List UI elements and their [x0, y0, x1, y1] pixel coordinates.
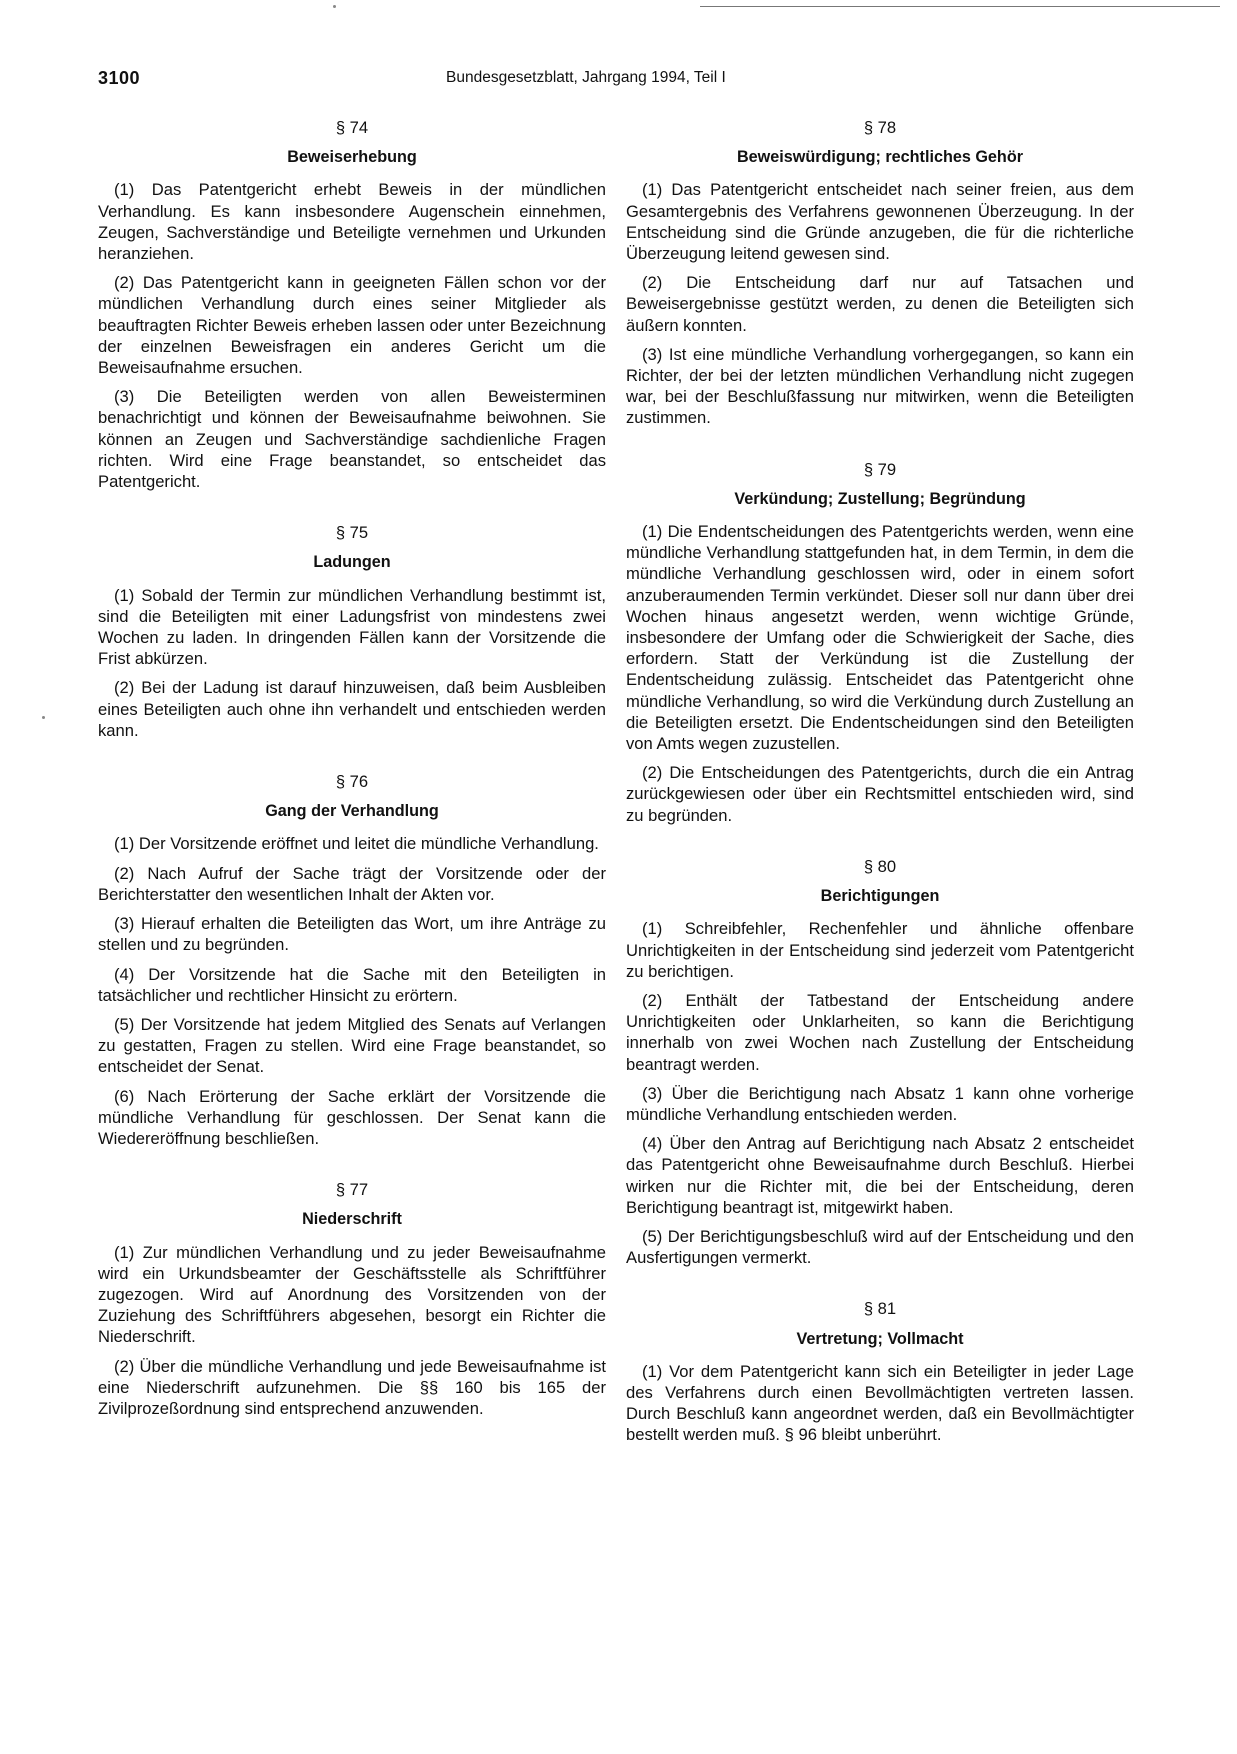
- paragraph: (2) Die Entscheidungen des Patentgerichts, durch die ein Antrag zurückgewiesen oder über ein Rechtsmittel entschieden wird, sind zu begründen.: [626, 763, 1134, 825]
- paragraph: (5) Der Berichtigungsbeschluß wird auf der Entscheidung und den Ausfertigungen vermerkt.: [626, 1226, 1134, 1268]
- section-80: [626, 856, 1134, 1268]
- paragraph: (2) Die Entscheidung darf nur auf Tatsachen und Beweisergebnisse gestützt werden, zu denen die Beteiligten sich äußern konnten.: [626, 273, 1134, 335]
- section-76: [98, 771, 606, 1149]
- paragraph: (3) Hierauf erhalten die Beteiligten das Wort, um ihre Anträge zu stellen und zu begründen.: [98, 914, 606, 955]
- section-number: § 80: [863, 856, 897, 876]
- paragraph: (1) Der Vorsitzende eröffnet und leitet die mündliche Verhandlung.: [114, 834, 599, 854]
- paragraph: (1) Zur mündlichen Verhandlung und zu jeder Beweisaufnahme wird ein Urkundsbeamter der Geschäftsstelle als Schriftführer zugezogen. Wird auf Anordnung des Vorsitzenden von der Zuziehung des Schriftführers abgesehen, besorgt ein Richter die Niederschrift.: [98, 1242, 606, 1347]
- paragraph: (4) Über den Antrag auf Berichtigung nach Absatz 2 entscheidet das Patentgericht ohne Beweisaufnahme durch Beschluß. Hierbei wirken nur die Richter mit, die bei der Entscheidung, deren Berichtigung beantragt ist, mitgewirkt haben.: [626, 1134, 1134, 1217]
- section-number: § 79: [863, 459, 897, 479]
- section-title: Berichtigungen: [820, 887, 940, 906]
- section-79: [626, 459, 1134, 826]
- section-title: Vertretung; Vollmacht: [796, 1329, 964, 1348]
- right-column: [626, 117, 1134, 1454]
- paragraph: (1) Das Patentgericht erhebt Beweis in der mündlichen Verhandlung. Es kann insbesondere Augenschein einnehmen, Zeugen, Sachverständige und Beteiligte vernehmen und Urkunden heranziehen.: [98, 180, 606, 264]
- page-header: [98, 68, 1098, 94]
- paragraph: (1) Schreibfehler, Rechenfehler und ähnliche offenbare Unrichtigkeiten in der Entscheidung sind jederzeit vom Patentgericht zu berichtigen.: [626, 919, 1134, 981]
- section-number: § 77: [335, 1180, 369, 1200]
- paragraph: (1) Vor dem Patentgericht kann sich ein Beteiligter in jeder Lage des Verfahrens durch einen Bevollmächtigten vertreten lassen. Durch Beschluß kann angeordnet werden, daß ein Bevollmächtigter bestellt werden muß. § 96 bleibt unberührt.: [626, 1361, 1134, 1445]
- scan-speck: [42, 716, 45, 719]
- section-number: § 75: [335, 523, 369, 543]
- section-75: [98, 522, 606, 741]
- paragraph: (1) Sobald der Termin zur mündlichen Verhandlung bestimmt ist, sind die Beteiligten mit einer Ladungsfrist von mindestens zwei Wochen zu laden. In dringenden Fällen kann der Vorsitzende die Frist abkürzen.: [98, 585, 606, 669]
- section-number: § 76: [335, 772, 369, 792]
- section-74: [98, 117, 606, 492]
- section-title: Beweiserhebung: [287, 148, 417, 167]
- section-78: [626, 117, 1134, 429]
- paragraph: (3) Über die Berichtigung nach Absatz 1 kann ohne vorherige mündliche Verhandlung entschieden werden.: [626, 1083, 1134, 1124]
- paragraph: (2) Nach Aufruf der Sache trägt der Vorsitzende oder der Berichterstatter den wesentlichen Inhalt der Akten vor.: [98, 863, 606, 904]
- paragraph: (1) Die Endentscheidungen des Patentgerichts werden, wenn eine mündliche Verhandlung stattgefunden hat, in dem Termin, in dem die mündliche Verhandlung geschlossen wird, oder in einem sofort anzuberaumenden Termin verkündet. Dieser soll nur dann über drei Wochen hinaus angesetzt werden, wenn wichtige Gründe, insbesondere der Umfang oder die Schwierigkeit der Sache, dies erfordern. Statt der Verkündung ist die Zustellung der Endentscheidung zulässig. Entscheidet das Patentgericht ohne mündliche Verhandlung, so wird die Verkündung durch Zustellung an die Beteiligten ersetzt. Die Endentscheidungen sind den Beteiligten von Amts wegen zuzustellen.: [626, 522, 1134, 754]
- section-number: § 74: [335, 118, 369, 137]
- section-title: Gang der Verhandlung: [265, 802, 439, 821]
- running-title: Bundesgesetzblatt, Jahrgang 1994, Teil I: [446, 69, 726, 86]
- page-number: 3100: [98, 68, 141, 88]
- paragraph: (2) Bei der Ladung ist darauf hinzuweisen, daß beim Ausbleiben eines Beteiligten auch ohne ihn verhandelt und entschieden werden kann.: [98, 678, 606, 740]
- section-title: Niederschrift: [302, 1210, 402, 1229]
- section-title: Ladungen: [313, 553, 391, 572]
- paragraph: (2) Enthält der Tatbestand der Entscheidung andere Unrichtigkeiten oder Unklarheiten, so kann die Berichtigung innerhalb von zwei Wochen nach Zustellung der Entscheidung beantragt werden.: [626, 990, 1134, 1074]
- scan-speck: [333, 5, 336, 8]
- section-77: [98, 1179, 606, 1419]
- section-title: Verkündung; Zustellung; Begründung: [734, 489, 1026, 508]
- paragraph: (1) Das Patentgericht entscheidet nach seiner freien, aus dem Gesamtergebnis des Verfahrens gewonnenen Überzeugung. In der Entscheidung sind die Gründe anzugeben, die für die richterliche Überzeugung leitend gewesen sind.: [626, 180, 1134, 264]
- paragraph: (6) Nach Erörterung der Sache erklärt der Vorsitzende die mündliche Verhandlung für geschlossen. Der Senat kann die Wiedereröffnung beschließen.: [98, 1086, 606, 1148]
- section-title: Beweiswürdigung; rechtliches Gehör: [736, 148, 1024, 167]
- left-column: [98, 117, 606, 1427]
- section-number: § 81: [863, 1299, 897, 1319]
- paragraph: (4) Der Vorsitzende hat die Sache mit den Beteiligten in tatsächlicher und rechtlicher Hinsicht zu erörtern.: [98, 964, 606, 1005]
- scan-edge-line: [700, 6, 1220, 7]
- paragraph: (3) Die Beteiligten werden von allen Beweisterminen benachrichtigt und können der Beweisaufnahme beiwohnen. Sie können an Zeugen und Sachverständige sachdienliche Fragen richten. Wird eine Frage beanstandet, so entscheidet das Patentgericht.: [98, 387, 606, 492]
- paragraph: (2) Das Patentgericht kann in geeigneten Fällen schon vor der mündlichen Verhandlung durch eines seiner Mitglieder als beauftragten Richter Beweis erheben lassen oder unter Bezeichnung der einzelnen Beweisfragen ein anderes Gericht um die Beweisaufnahme ersuchen.: [98, 273, 606, 378]
- section-81: [626, 1298, 1134, 1445]
- section-number: § 78: [863, 118, 897, 137]
- paragraph: (3) Ist eine mündliche Verhandlung vorhergegangen, so kann ein Richter, der bei der letzten mündlichen Verhandlung nicht zugegen war, bei der Beschlußfassung nur mitwirken, wenn die Beteiligten zustimmen.: [626, 344, 1134, 428]
- paragraph: (2) Über die mündliche Verhandlung und jede Beweisaufnahme ist eine Niederschrift aufzunehmen. Die §§ 160 bis 165 der Zivilprozeßordnung sind entsprechend anzuwenden.: [98, 1356, 606, 1418]
- paragraph: (5) Der Vorsitzende hat jedem Mitglied des Senats auf Verlangen zu gestatten, Fragen zu stellen. Wird eine Frage beanstandet, so entscheidet der Senat.: [98, 1014, 606, 1077]
